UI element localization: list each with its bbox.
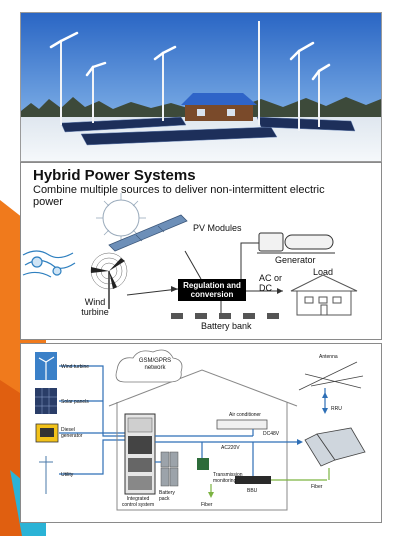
ac220v-label: AC220V xyxy=(221,445,240,451)
wind-icon xyxy=(23,251,75,277)
diesel-generator-label: Diesel generator xyxy=(61,427,83,439)
diagram-title: Hybrid Power Systems xyxy=(33,167,196,184)
wind-turbine-label: Wind turbine xyxy=(81,297,109,317)
battery-pack-icon xyxy=(161,452,178,486)
solar-panels-icon xyxy=(35,388,57,414)
rru-icon xyxy=(305,428,365,466)
transmission-label: Transmission monitoring xyxy=(213,472,243,484)
integrated-control-cabinet xyxy=(125,414,155,494)
telecom-site-diagram xyxy=(20,343,382,523)
battery-bank-icon xyxy=(171,313,279,319)
pv-modules-label: PV Modules xyxy=(193,223,242,233)
fiber-right-label: Fiber xyxy=(311,484,323,490)
dc48v-label: DC48V xyxy=(263,431,280,437)
rru-label: RRU xyxy=(331,406,342,412)
transmission-box xyxy=(197,458,209,470)
solar-panels-label: Solar panels xyxy=(61,399,89,405)
wind-turbine-label: Wind turbine xyxy=(61,364,90,370)
battery-bank-label: Battery bank xyxy=(201,321,252,331)
regulation-label: Regulation and conversion xyxy=(183,281,241,299)
network-label: GSM/GPRS network xyxy=(138,358,172,371)
antenna-label: Antenna xyxy=(319,354,338,360)
utility-pole-icon xyxy=(39,456,53,494)
air-conditioner-label: Air conditioner xyxy=(229,412,261,418)
diagram-subtitle: Combine multiple sources to deliver non-intermittent electric power xyxy=(33,184,325,208)
hybrid-power-diagram xyxy=(20,162,382,340)
generator-label: Generator xyxy=(275,255,316,265)
fiber-bottom-label: Fiber xyxy=(201,502,213,508)
diesel-generator-icon xyxy=(36,424,58,442)
air-conditioner-icon xyxy=(217,420,267,429)
load-label: Load xyxy=(313,267,334,277)
hybrid-site-photo xyxy=(20,12,382,162)
generator-icon xyxy=(257,233,335,253)
pv-module-icon xyxy=(109,215,187,251)
ac-dc-label: AC or DC xyxy=(259,273,283,293)
bbu-label: BBU xyxy=(247,488,258,494)
load-house-icon xyxy=(291,275,357,315)
battery-pack-label: Battery pack xyxy=(159,490,175,502)
antenna-icon xyxy=(299,362,363,390)
integrated-control-label: Integrated control system xyxy=(121,496,155,508)
utility-label: Utility xyxy=(61,472,74,478)
wind-turbine-icon xyxy=(35,352,57,380)
